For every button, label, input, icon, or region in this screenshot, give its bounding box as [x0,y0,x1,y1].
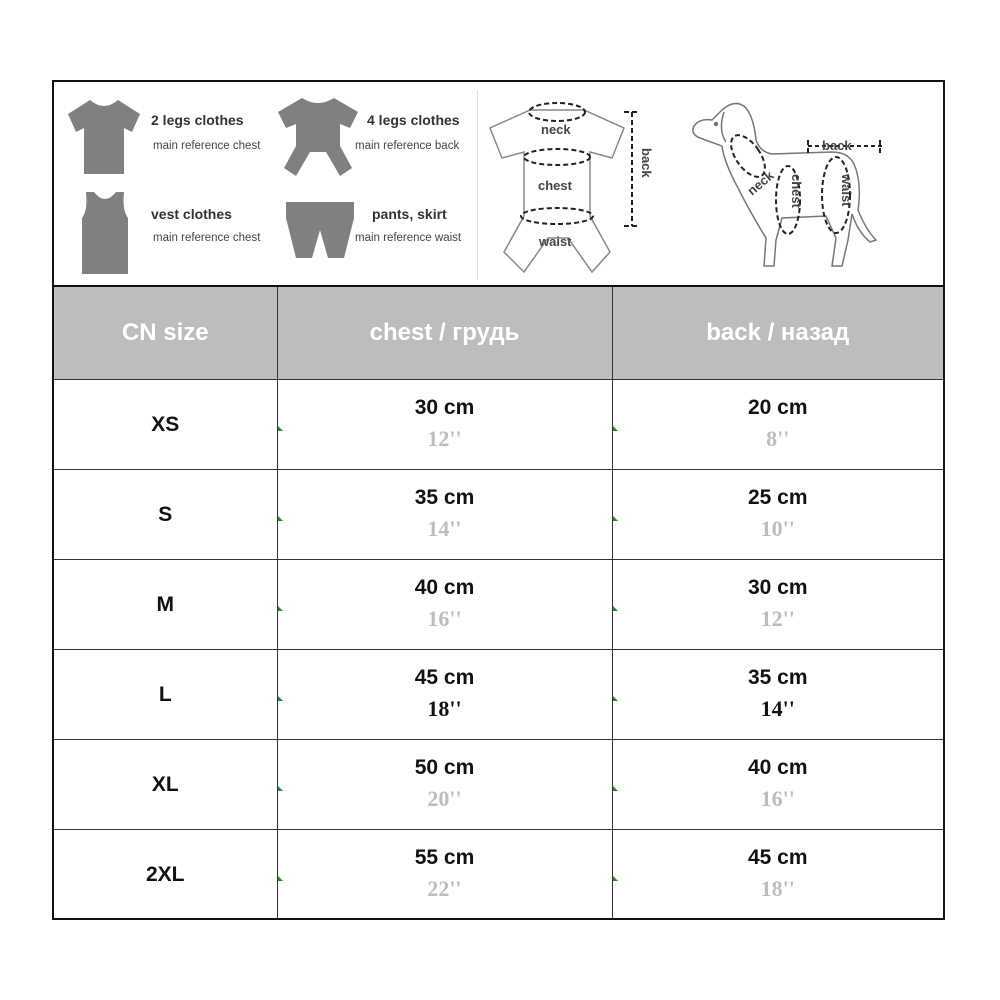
size-cell [54,470,277,560]
table-row [54,650,943,740]
pants-icon [282,200,358,260]
dog-label-waist: waist [839,174,854,207]
chest-cell [277,740,612,830]
garment-measurement-diagram [484,92,654,282]
cell-marker [613,786,618,791]
back-inch: 16'' [760,785,795,811]
table-row [54,380,943,470]
chest-inch: 14'' [427,515,462,541]
header-size: CN size [54,287,277,380]
cell-marker [278,516,283,521]
size-cell [54,830,277,920]
back-cm: 45 cm [747,845,808,869]
back-cell [612,560,943,650]
chest-inch: 12'' [427,425,462,451]
cell-marker [278,696,283,701]
back-inch: 10'' [760,515,795,541]
dog-label-neck: neck [744,167,777,199]
garment-label-waist: waist [539,234,572,249]
size-label: M [156,592,174,616]
garment-label-back: back [639,148,654,178]
back-inch: 14'' [760,695,795,721]
table-header-row [54,287,943,380]
guide-divider [477,90,478,280]
size-label: L [158,682,172,706]
size-chart [52,80,945,920]
cell-marker [613,606,618,611]
cell-marker [613,876,618,881]
guide-sub-pants: main reference waist [355,232,462,244]
dog-label-chest: chest [789,174,804,208]
size-cell [54,560,277,650]
chest-cell [277,650,612,740]
back-cm: 25 cm [747,485,808,509]
dog-measurement-diagram [682,90,882,282]
size-cell [54,650,277,740]
chest-cell [277,470,612,560]
size-cell [54,740,277,830]
chest-cell [277,560,612,650]
back-cm: 35 cm [747,665,808,689]
back-cm: 20 cm [747,395,808,419]
back-cm: 40 cm [747,755,808,779]
back-cell [612,380,943,470]
cell-marker [613,696,618,701]
back-cell [612,740,943,830]
cell-marker [613,516,618,521]
chest-cell [277,830,612,920]
chest-inch: 20'' [427,785,462,811]
garment-label-chest: chest [538,178,572,193]
table-row [54,740,943,830]
guide-title-4legs: 4 legs clothes [367,112,460,128]
cell-marker [278,426,283,431]
chest-cm: 55 cm [414,845,475,869]
guide-title-pants: pants, skirt [372,206,447,222]
vest-icon [80,190,130,276]
chest-cm: 30 cm [414,395,475,419]
back-cell [612,650,943,740]
size-cell [54,380,277,470]
chest-cm: 35 cm [414,485,475,509]
chest-inch: 16'' [427,605,462,631]
garment-label-neck: neck [541,122,571,137]
back-inch: 12'' [760,605,795,631]
size-label: XS [151,412,180,436]
tshirt-icon [66,98,142,176]
size-table [54,287,943,919]
chest-inch: 22'' [427,875,462,901]
guide-sub-vest: main reference chest [153,232,261,244]
chest-cell [277,380,612,470]
back-inch: 8'' [766,425,790,451]
back-cell [612,470,943,560]
header-back: back / назад [612,287,943,380]
four-legs-clothes-icon [276,96,360,178]
chest-inch: 18'' [427,695,462,721]
cell-marker [278,786,283,791]
table-row [54,560,943,650]
cell-marker [278,876,283,881]
back-inch: 18'' [760,875,795,901]
guide-sub-2legs: main reference chest [153,140,261,152]
size-label: 2XL [145,862,185,886]
table-row [54,830,943,920]
chest-cm: 45 cm [414,665,475,689]
guide-title-2legs: 2 legs clothes [151,112,244,128]
back-cm: 30 cm [747,575,808,599]
back-cell [612,830,943,920]
cell-marker [613,426,618,431]
size-label: S [158,502,173,526]
table-row [54,470,943,560]
dog-label-back: back [822,138,852,153]
header-chest: chest / грудь [277,287,612,380]
cell-marker [278,606,283,611]
guide-title-vest: vest clothes [151,206,232,222]
guide-sub-4legs: main reference back [355,140,460,152]
chest-cm: 40 cm [414,575,475,599]
measurement-guide [54,82,943,287]
chest-cm: 50 cm [414,755,475,779]
size-label: XL [151,772,179,796]
